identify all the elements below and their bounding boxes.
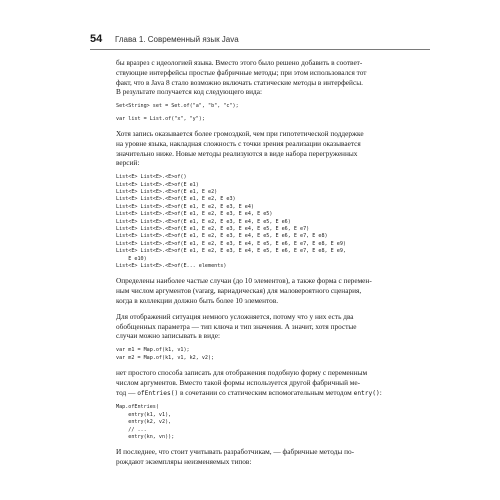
- paragraph-maps: Для отображений ситуация немного усложняется, потому что у них есть два обобщенных параметра — тип ключа и тип значения. А значит, хотя простые случаи можно записывать в виде:: [116, 311, 357, 341]
- code-overloads-listing: List<E> List<E>.<E>of() List<E> List<E>.<E>of(E e1) List<E> List<E>.<E>of(E e1, E e2) List<E> List<E>.<E>of(E e1, E e2, E e3) List<E> List<E>.<E>of(E e1, E e2, E e3, E e4) List<E> List<E>.<E>of(E e1, E e2, E e3, E e4, E e5) List<E> List<E>.<E>of(E e1, E e2, E e3, E e4, E e5, E e6) List<E> List<E>.<E>of(E e1, E e2, E e3, E e4, E e5, E e6, E e7) List<E> List<E>.<E>of(E e1, E e2, E e3, E e4, E e5, E e6, E e7, E e8) List<E> List<E>.<E>of(E e1, E e2, E e3, E e4, E e5, E e6, E e7, E e8, E e9) List<E> List<E>.<E>of(E e1, E e2, E e3, E e4, E e5, E e6, E e7, E e8, E e9, E e10) List<E> List<E>.<E>of(E... elements): [116, 174, 347, 270]
- page-body: [116, 58, 406, 467]
- code-set-of: Set<String> set = Set.of("a", "b", "c");: [116, 103, 239, 110]
- paragraph-common-cases: Определены наиболее частые случаи (до 10 элементов), а также форма с перемен- ным числом аргументов (vararg, вариадическая) для маловероятного сценария, когда в коллекции должно быть более 10 элементов.: [116, 276, 372, 306]
- code-map-of-entries: Map.ofEntries( entry(k1, v1), entry(k2, v2), // ... entry(kn, vn));: [116, 404, 175, 441]
- inline-code-of-entries: ofEntries(): [137, 389, 179, 397]
- paragraph-of-entries: [116, 368, 406, 398]
- code-map-of: var m1 = Map.of(k1, v1); var m2 = Map.of(k1, v1, k2, v2);: [116, 347, 215, 361]
- running-header: [90, 35, 430, 50]
- paragraph-intro: бы вразрез с идеологией языка. Вместо этого было решено добавить в соответ- ствующие интерфейсы простые фабричные методы; при этом использовался тот факт, что в Java 8 стало возможно включать статические методы в интерфейсы. В результате получается код следующего вида:: [116, 58, 367, 97]
- inline-code-entry: entry(): [353, 389, 380, 397]
- chapter-title: Глава 1. Современный язык Java: [115, 35, 239, 44]
- page-number: 54: [90, 33, 103, 45]
- paragraph-of-entries-text-b: в сочетании со статическим вспомогательным методом: [178, 387, 354, 397]
- paragraph-immutable: И последнее, что стоит учитывать разработчикам, — фабричные методы по- рождают экземпляры неизменяемых типов:: [116, 447, 355, 467]
- code-list-of: var list = List.of("x", "y");: [116, 115, 205, 122]
- paragraph-of-entries-text-a: нет простого способа записать для отображения подобную форму с переменным числом аргументов. Вместо такой формы используется другой фабричный ме- тод —: [116, 368, 368, 397]
- paragraph-overloads: Хотя запись оказывается более громоздкой, чем при гипотетической поддержке на уровне языка, накладная сложность с точки зрения реализации оказывается значительно ниже. Новые методы реализуются в виде набора перегруженных версий:: [116, 129, 364, 168]
- paragraph-of-entries-text-c: :: [379, 387, 382, 397]
